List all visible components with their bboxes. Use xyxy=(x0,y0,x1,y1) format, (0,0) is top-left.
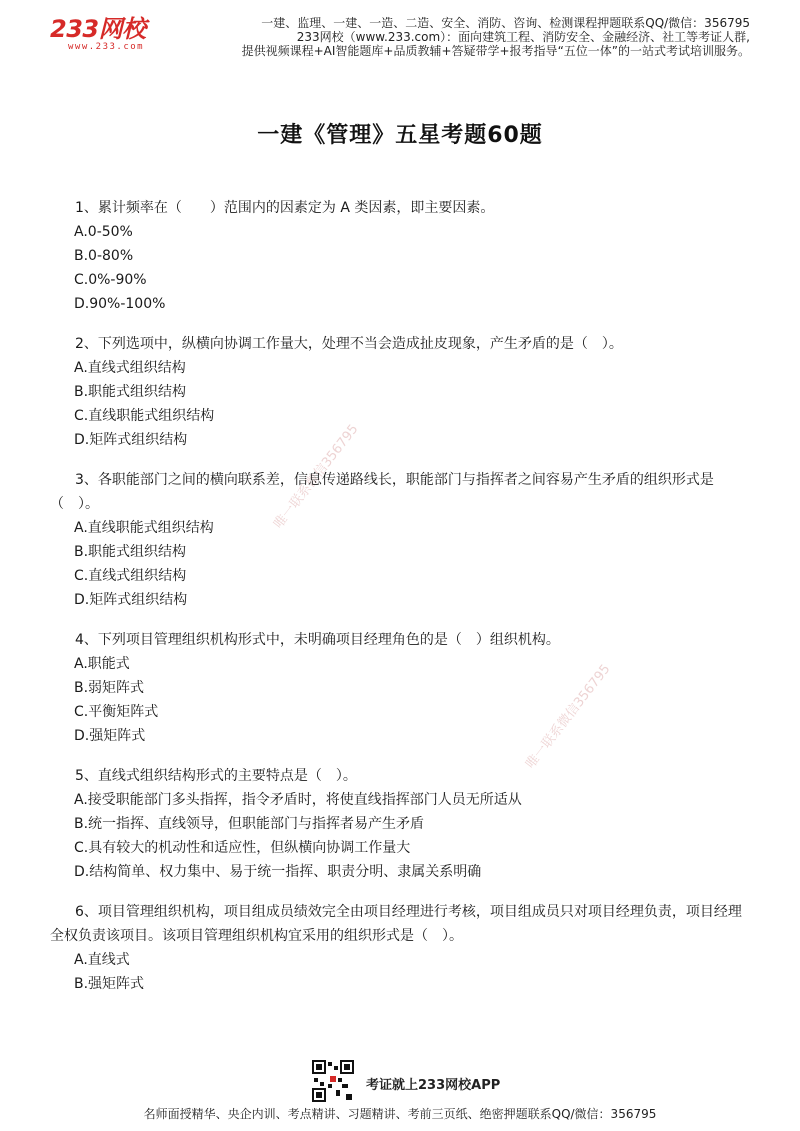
option-b: B.职能式组织结构 xyxy=(74,544,187,560)
option-a: A.直线职能式组织结构 xyxy=(74,520,214,536)
question-3 xyxy=(50,468,750,612)
option-c: C.直线式组织结构 xyxy=(74,568,187,584)
header-line-2: 233网校（www.233.com）：面向建筑工程、消防安全、金融经济、社工等考证人群, xyxy=(296,30,750,44)
option-b: B.职能式组织结构 xyxy=(74,384,187,400)
option-c: C.具有较大的机动性和适应性，但纵横向协调工作量大 xyxy=(74,840,411,856)
question-6 xyxy=(50,900,750,996)
page-footer xyxy=(0,1060,800,1131)
watermark-2: 唯一联系微信356795 xyxy=(523,661,614,772)
question-stem: 6、项目管理组织机构，项目组成员绩效完全由项目经理进行考核，项目组成员只对项目经理负责，项目经理全权负责该项目。该项目管理组织机构宜采用的组织形式是（ ）。 xyxy=(50,904,742,944)
question-1 xyxy=(50,196,750,316)
question-stem: 2、下列选项中，纵横向协调工作量大，处理不当会造成扯皮现象，产生矛盾的是（ ）。 xyxy=(75,336,623,352)
option-c: C.直线职能式组织结构 xyxy=(74,408,215,424)
option-c: C.平衡矩阵式 xyxy=(74,704,159,720)
option-d: D.矩阵式组织结构 xyxy=(74,592,188,608)
option-a: A.0-50% xyxy=(74,224,133,240)
qr-code-icon[interactable] xyxy=(312,1060,354,1102)
question-5 xyxy=(50,764,750,884)
option-a: A.职能式 xyxy=(74,656,130,672)
question-stem: 3、各职能部门之间的横向联系差，信息传递路线长，职能部门与指挥者之间容易产生矛盾的组织形式是（ ）。 xyxy=(50,472,714,512)
watermark-1: 唯一联系微信356795 xyxy=(271,421,362,532)
question-stem: 5、直线式组织结构形式的主要特点是（ ）。 xyxy=(75,768,357,784)
header-line-3: 提供视频课程+AI智能题库+品质教辅+答疑带学+报考指导“五位一体”的一站式考试培训服务。 xyxy=(241,44,750,58)
header-line-1: 一建、监理、一建、一造、二造、安全、消防、咨询、检测课程押题联系QQ/微信：356795 xyxy=(261,16,750,30)
option-d: D.强矩阵式 xyxy=(74,728,146,744)
logo-text: 233网校 xyxy=(50,15,146,43)
question-4 xyxy=(50,628,750,748)
footer-contact: 名师面授精华、央企内训、考点精讲、习题精讲、考前三页纸、绝密押题联系QQ/微信：356795 xyxy=(143,1107,657,1121)
question-list xyxy=(50,196,750,1012)
option-d: D.90%-100% xyxy=(74,296,166,312)
option-a: A.直线式组织结构 xyxy=(74,360,186,376)
option-c: C.0%-90% xyxy=(74,272,147,288)
option-b: B.强矩阵式 xyxy=(74,976,145,992)
header-info xyxy=(160,16,750,58)
page-title: 一建《管理》五星考题60题 xyxy=(257,123,543,148)
option-b: B.统一指挥、直线领导，但职能部门与指挥者易产生矛盾 xyxy=(74,816,425,832)
option-d: D.结构简单、权力集中、易于统一指挥、职责分明、隶属关系明确 xyxy=(74,864,482,880)
logo-url: www.233.com xyxy=(68,42,145,52)
option-b: B.弱矩阵式 xyxy=(74,680,145,696)
question-stem: 1、累计频率在（ ）范围内的因素定为 A 类因素，即主要因素。 xyxy=(75,200,495,216)
option-a: A.直线式 xyxy=(74,952,130,968)
brand-logo[interactable] xyxy=(50,16,170,60)
question-stem: 4、下列项目管理组织机构形式中，未明确项目经理角色的是（ ）组织机构。 xyxy=(75,632,560,648)
question-2 xyxy=(50,332,750,452)
option-d: D.矩阵式组织结构 xyxy=(74,432,188,448)
app-promo-label: 考证就上233网校APP xyxy=(366,1078,501,1093)
option-b: B.0-80% xyxy=(74,248,134,264)
option-a: A.接受职能部门多头指挥，指令矛盾时，将使直线指挥部门人员无所适从 xyxy=(74,792,522,808)
page-header xyxy=(0,0,800,72)
